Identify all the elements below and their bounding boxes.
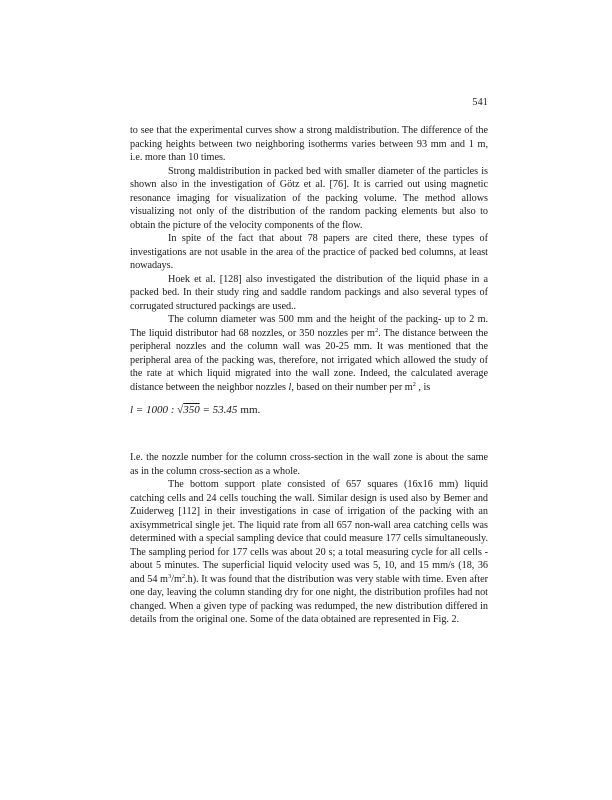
paragraph-column-diameter — [130, 313, 488, 394]
paragraph-gotz: Strong maldistribution in packed bed with smaller diameter of the particles is shown also in the investigation of Götz et al. [76]. It is carried out using magnetic resonance imaging for visualization of the packing volume. The method allows visualizing not only of the distribution of the random packing elements but also to obtain the picture of the velocity components of the flow. — [130, 165, 488, 231]
paragraph-papers-cited: In spite of the fact that about 78 papers are cited there, these types of investigations are not usable in the area of the practice of packed bed columns, at least nowadays. — [130, 233, 488, 271]
equation-nozzle-distance — [130, 404, 260, 416]
equation-rhs: = 53.45 — [199, 404, 238, 416]
superscript: 3 — [167, 572, 172, 580]
paragraph-continuation: to see that the experimental curves show a strong maldistribution. The difference of the packing heights between two neighboring isotherms varies between 93 mm and 1 m, i.e. more than 10 times. — [130, 125, 488, 163]
paragraph-support-plate — [130, 478, 488, 627]
text-span: , is — [415, 381, 431, 393]
text-span: . The distance between the peripheral nozzles and the column wall was 20-25 mm. It was mentioned that the peripheral area of the packing was, therefore, not irrigated which allowed the study of the rate at which liquid migrated into the wall zone. Indeed, the calculated average distance between the neighbor nozzles — [130, 327, 488, 393]
text-block-lower — [130, 451, 488, 627]
math-variable: l — [288, 381, 292, 393]
text-span: /m — [171, 573, 182, 585]
text-span: .h). It was found that the distribution was very stable with time. Even after one day, leaving the column standing dry for one night, the distribution profiles had not changed. When a given type of packing was redumped, the new distribution differed in details from the original one. Some of the data obtained are represented in Fig. 2. — [130, 573, 488, 625]
sqrt-symbol: √ — [177, 404, 184, 416]
equation-unit: mm. — [240, 404, 261, 416]
equation-lhs: l = 1000 : — [130, 404, 178, 416]
superscript: 2 — [374, 326, 379, 334]
paragraph-nozzle-number: I.e. the nozzle number for the column cross-section in the wall zone is about the same as in the column cross-section as a whole. — [130, 452, 488, 477]
text-span: The column diameter was 500 mm and the height of the packing- up to 2 m. The liquid distributor had 68 nozzles, or 350 nozzles per m — [130, 314, 488, 339]
page-number: 541 — [472, 97, 488, 108]
paragraph-hoek: Hoek et al. [128] also investigated the distribution of the liquid phase in a packed bed. In their study ring and saddle random packings and also several types of corrugated structured packings are used.. — [130, 273, 488, 312]
superscript: 2 — [412, 380, 416, 388]
equation-radicand: 350 — [183, 404, 200, 416]
text-span: , based on their number per m — [291, 381, 413, 393]
superscript: 2 — [181, 572, 186, 580]
text-span: The bottom support plate consisted of 657 squares (16x16 mm) liquid catching cells and 24 cells touching the wall. Similar design is used also by Bemer and Zuiderweg [112] in their investigations in case of irrigation of the packing with an axisymmetrical single jet. The liquid rate from all 657 non-wall area catching cells was determined with a special sampling device that could measure 177 cells simultaneously. The sampling period for 177 cells was about 20 s; a total measuring cycle for all cells - about 5 minutes. The superficial liquid velocity used was 5, 10, and 15 mm/s (18, 36 and 54 m — [130, 479, 488, 585]
text-block-upper — [130, 124, 488, 394]
